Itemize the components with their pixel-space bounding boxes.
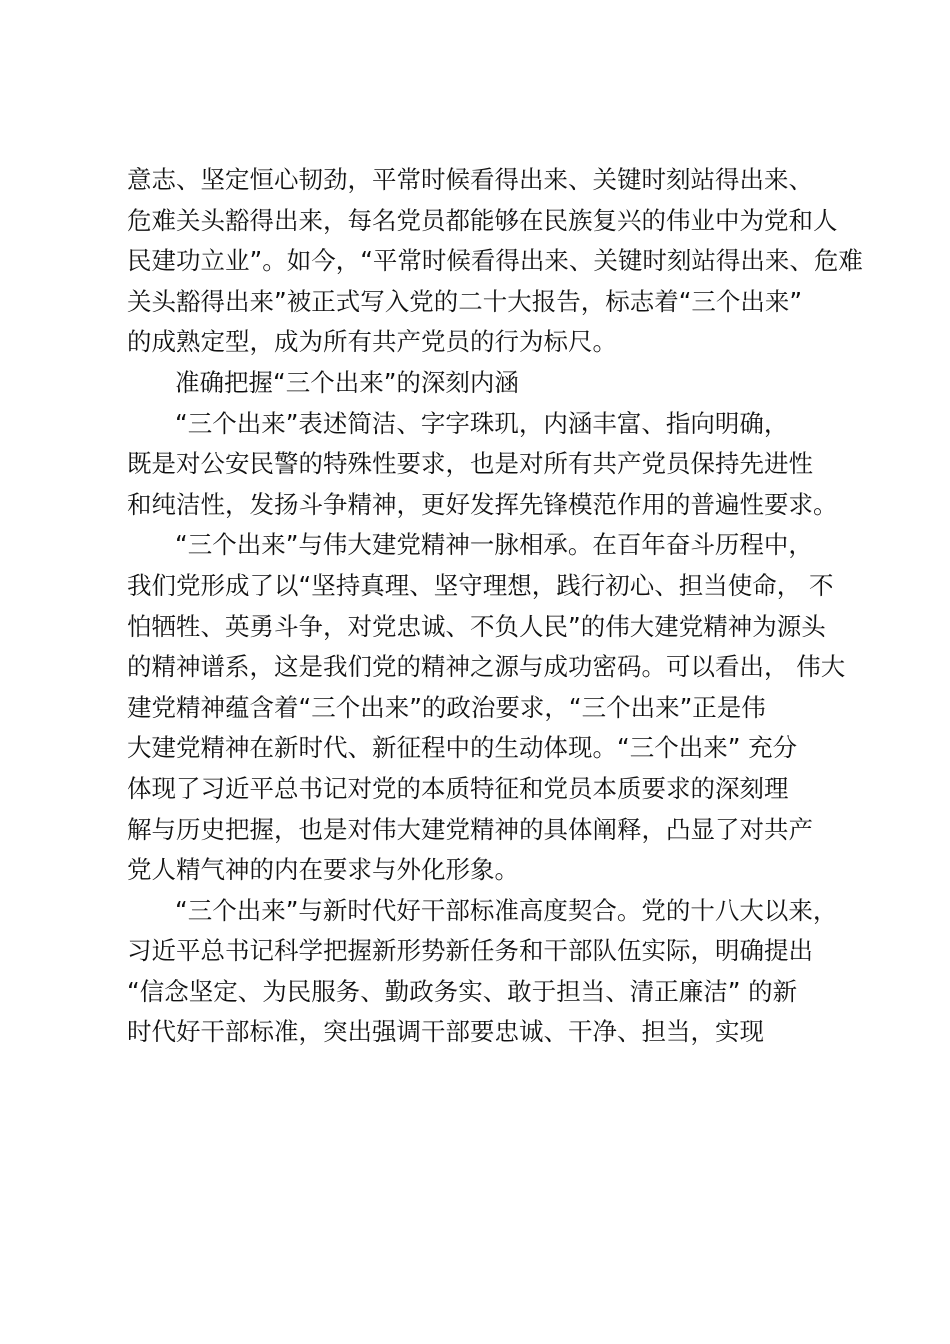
text-line: 危难关头豁得出来，每名党员都能够在民族复兴的伟业中为党和人	[127, 205, 838, 235]
text-line: 民建功立业”。如今，“平常时候看得出来、关键时刻站得出来、危难	[127, 246, 863, 276]
text-line: 体现了习近平总书记对党的本质特征和党员本质要求的深刻理	[127, 773, 789, 803]
text-line: 党人精气神的内在要求与外化形象。	[127, 855, 519, 885]
text-line: 的精神谱系，这是我们党的精神之源与成功密码。可以看出， 伟大	[127, 652, 846, 682]
text-line: “三个出来”表述简洁、字字珠玑，内涵丰富、指向明确，	[175, 408, 789, 438]
text-line: 意志、坚定恒心韧劲，平常时候看得出来、关键时刻站得出来、	[127, 165, 813, 194]
text-line: 习近平总书记科学把握新形势新任务和干部队伍实际，明确提出	[127, 936, 813, 966]
text-line: 怕牺牲、英勇斗争，对党忠诚、不负人民”的伟大建党精神为源头	[127, 611, 826, 641]
text-line: 时代好干部标准，突出强调干部要忠诚、干净、担当，实现	[127, 1017, 764, 1047]
text-line: 我们党形成了以“坚持真理、坚守理想，践行初心、担当使命， 不	[127, 570, 834, 600]
text-line: 关头豁得出来”被正式写入党的二十大报告，标志着“三个出来”	[127, 286, 803, 316]
text-line: “三个出来”与新时代好干部标准高度契合。党的十八大以来，	[175, 895, 838, 925]
text-line: 既是对公安民警的特殊性要求，也是对所有共产党员保持先进性	[127, 449, 813, 479]
text-line: 建党精神蕴含着“三个出来”的政治要求，“三个出来”正是伟	[127, 692, 766, 722]
text-line: “三个出来”与伟大建党精神一脉相承。在百年奋斗历程中，	[175, 530, 813, 560]
text-line: “信念坚定、为民服务、勤政务实、敢于担当、清正廉洁” 的新	[127, 976, 798, 1006]
text-line: 解与历史把握，也是对伟大建党精神的具体阐释，凸显了对共产	[127, 814, 813, 844]
text-line: 的成熟定型，成为所有共产党员的行为标尺。	[127, 327, 617, 357]
text-line: 和纯洁性，发扬斗争精神，更好发挥先锋模范作用的普遍性要求。	[127, 489, 838, 519]
body-text	[127, 160, 863, 1053]
section-heading: 准确把握“三个出来”的深刻内涵	[175, 367, 519, 397]
text-line: 大建党精神在新时代、新征程中的生动体现。“三个出来” 充分	[127, 733, 798, 763]
